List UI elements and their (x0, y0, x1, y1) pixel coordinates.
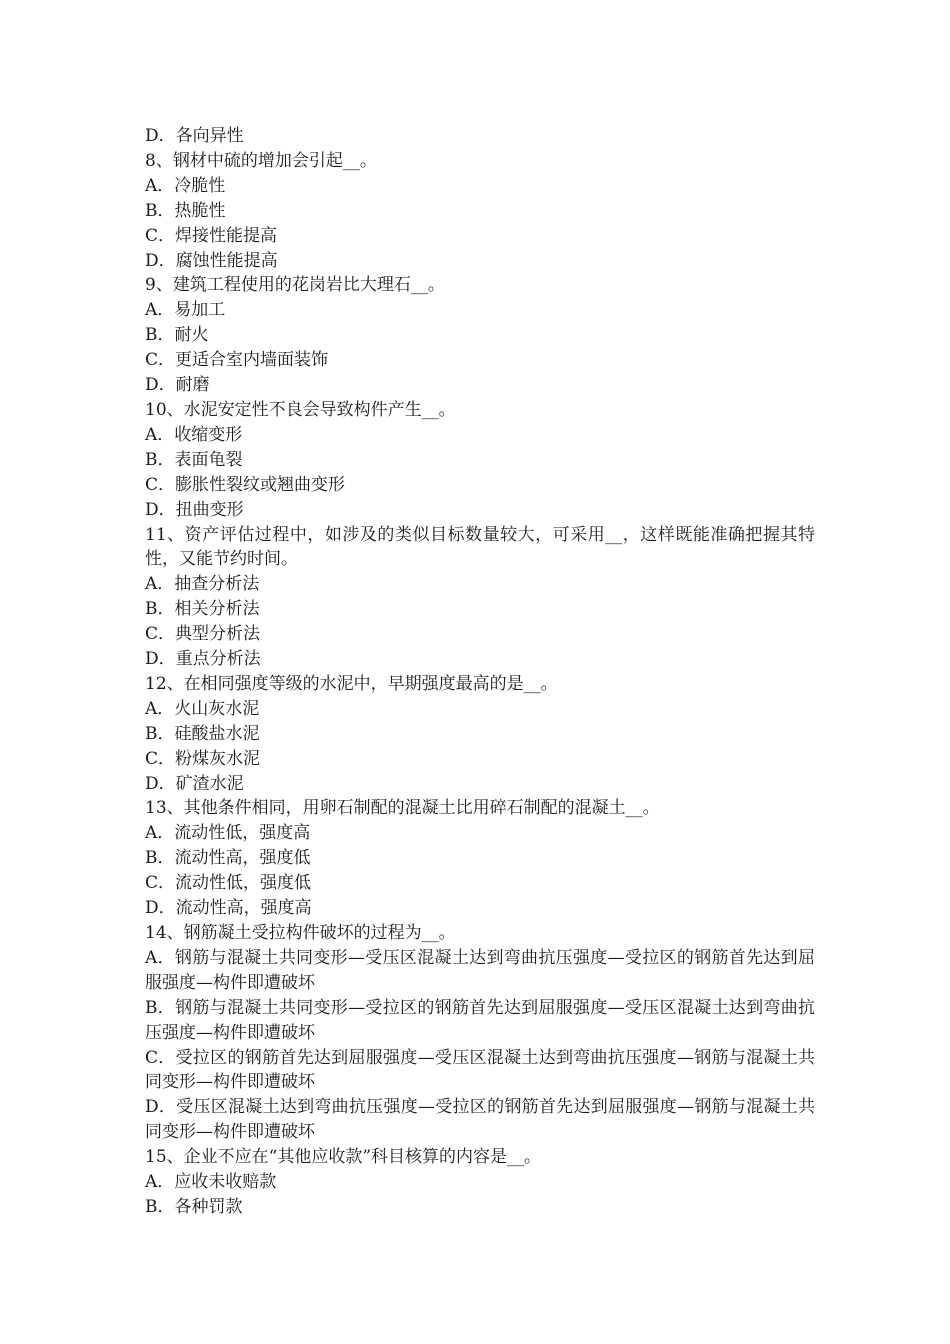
option-c: C．粉煤灰水泥 (145, 748, 261, 769)
option-b: B．相关分析法 (145, 599, 260, 620)
option-b: B．各种罚款 (145, 1196, 243, 1217)
option-d: D．流动性高，强度高 (145, 898, 312, 919)
question-text: 9、建筑工程使用的花岗岩比大理石__。 (145, 275, 445, 296)
question-text: 8、钢材中硫的增加会引起__。 (145, 150, 377, 171)
option-b: B．热脆性 (145, 200, 226, 221)
option-a: A．应收未收赔款 (145, 1172, 277, 1193)
option-c: C．更适合室内墙面装饰 (145, 350, 329, 371)
option-d: D．各向异性 (145, 126, 244, 146)
option-a: A．易加工 (145, 300, 226, 321)
option-c: C．受拉区的钢筋首先达到屈服强度—受压区混凝土达到弯曲抗压强度—钢筋与混凝土共同变形—构件即遭破坏 (145, 1047, 815, 1093)
question-text: 14、钢筋凝土受拉构件破坏的过程为__。 (145, 923, 456, 943)
question-text: 10、水泥安定性不良会导致构件产生__。 (145, 399, 456, 420)
option-d: D．耐磨 (145, 375, 210, 396)
document-page (145, 124, 815, 1220)
option-c: C．流动性低，强度低 (145, 873, 312, 894)
question-text: 11、资产评估过程中，如涉及的类似目标数量较大，可采用__，这样既能准确把握其特性，又能节约时间。 (145, 524, 815, 570)
option-b: B．钢筋与混凝土共同变形—受拉区的钢筋首先达到屈服强度—受压区混凝土达到弯曲抗压强度—构件即遭破坏 (145, 997, 815, 1043)
option-c: C．典型分析法 (145, 624, 261, 645)
option-b: B．表面龟裂 (145, 449, 243, 470)
option-d: D．重点分析法 (145, 649, 261, 670)
question-text: 13、其他条件相同，用卵石制配的混凝土比用碎石制配的混凝土__。 (145, 798, 660, 819)
option-d: D．扭曲变形 (145, 499, 244, 520)
option-d: D．矿渣水泥 (145, 773, 244, 794)
option-b: B．硅酸盐水泥 (145, 723, 260, 744)
option-d: D．腐蚀性能提高 (145, 250, 278, 271)
question-text: 12、在相同强度等级的水泥中，早期强度最高的是__。 (145, 673, 558, 694)
option-c: C．膨胀性裂纹或翘曲变形 (145, 474, 346, 495)
option-a: A．钢筋与混凝土共同变形—受压区混凝土达到弯曲抗压强度—受拉区的钢筋首先达到屈服强度—构件即遭破坏 (145, 947, 815, 993)
option-a: A．流动性低，强度高 (145, 823, 311, 844)
option-b: B．耐火 (145, 325, 209, 346)
option-b: B．流动性高，强度低 (145, 848, 311, 869)
option-d: D．受压区混凝土达到弯曲抗压强度—受拉区的钢筋首先达到屈服强度—钢筋与混凝土共同变形—构件即遭破坏 (145, 1097, 815, 1143)
option-a: A．冷脆性 (145, 175, 226, 196)
option-a: A．火山灰水泥 (145, 698, 260, 719)
option-a: A．抽查分析法 (145, 574, 260, 595)
question-text: 15、企业不应在“其他应收款”科目核算的内容是__。 (145, 1147, 542, 1168)
option-a: A．收缩变形 (145, 424, 243, 445)
option-c: C．焊接性能提高 (145, 225, 278, 246)
